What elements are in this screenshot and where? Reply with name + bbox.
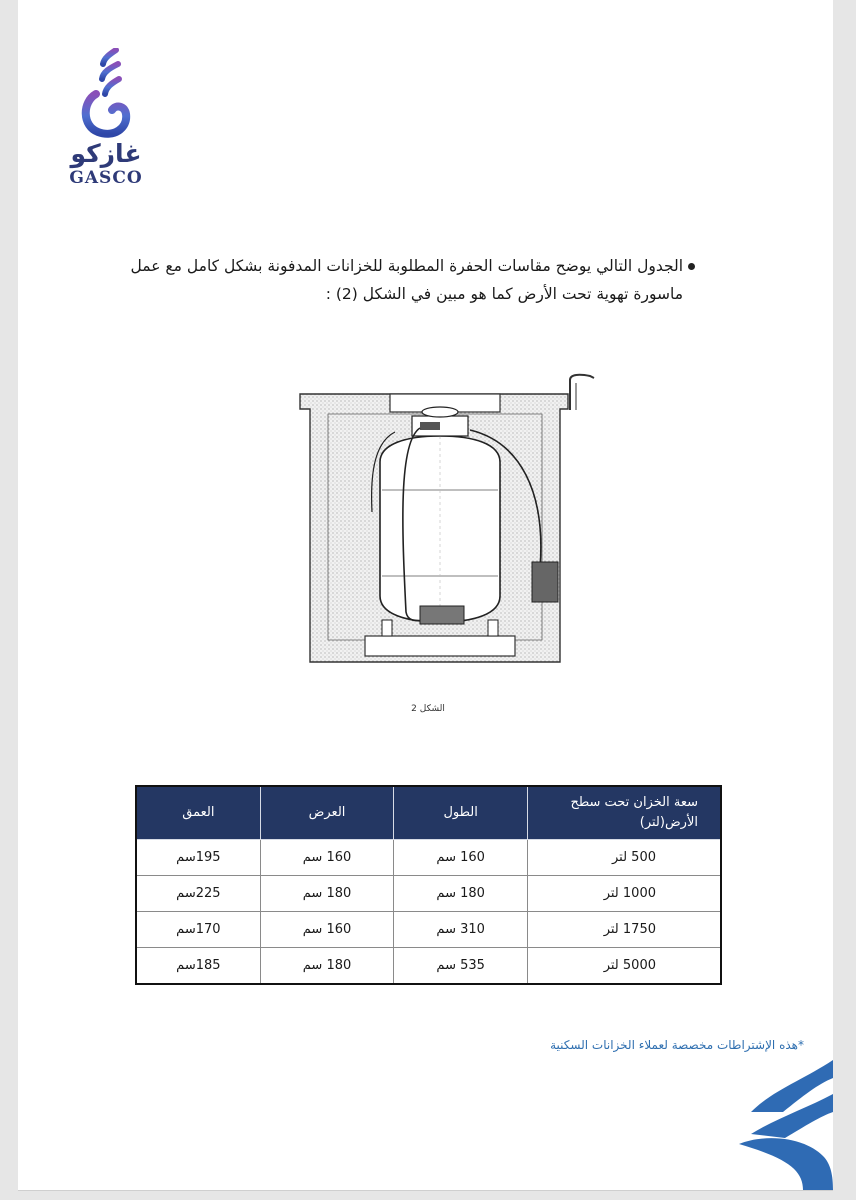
cell-depth: 185سم	[136, 948, 260, 985]
cell-width: 160 سم	[260, 912, 394, 948]
logo-arabic-name: غازكو	[70, 139, 142, 168]
cell-capacity: 1000 لتر	[528, 876, 722, 912]
intro-paragraph: الجدول التالي يوضح مقاسات الحفرة المطلوبة للخزانات المدفونة بشكل كامل مع عمل ماسورة تهوية تحت الأرض كما هو مبين في الشكل (2) :	[130, 257, 683, 303]
document-page	[18, 0, 833, 1191]
table-header-row	[136, 786, 721, 840]
footnote: *هذه الإشتراطات مخصصة لعملاء الخزانات السكنية	[550, 1038, 804, 1052]
cell-capacity: 500 لتر	[528, 840, 722, 876]
cell-length: 160 سم	[394, 840, 528, 876]
cell-depth: 195سم	[136, 840, 260, 876]
cell-capacity: 1750 لتر	[528, 912, 722, 948]
gasco-logo	[56, 48, 156, 198]
header-width: العرض	[260, 786, 394, 840]
header-capacity: سعة الخزان تحت سطح الأرض(لتر)	[528, 786, 722, 840]
buried-tank-diagram	[280, 372, 610, 682]
table-row	[136, 840, 721, 876]
brand-decoration-icon	[733, 1060, 833, 1190]
table-row	[136, 912, 721, 948]
header-depth: العمق	[136, 786, 260, 840]
cell-length: 180 سم	[394, 876, 528, 912]
gasco-flame-icon	[76, 48, 136, 140]
cell-width: 180 سم	[260, 948, 394, 985]
cell-width: 160 سم	[260, 840, 394, 876]
table-row	[136, 876, 721, 912]
cell-length: 310 سم	[394, 912, 528, 948]
cell-depth: 170سم	[136, 912, 260, 948]
logo-english-name: GASCO	[69, 168, 143, 188]
figure-caption: الشكل 2	[411, 704, 445, 714]
pit-dimensions-table	[135, 785, 722, 985]
bullet-icon	[688, 263, 695, 270]
header-length: الطول	[394, 786, 528, 840]
table-row	[136, 948, 721, 985]
cell-depth: 225سم	[136, 876, 260, 912]
cell-width: 180 سم	[260, 876, 394, 912]
cell-capacity: 5000 لتر	[528, 948, 722, 985]
cell-length: 535 سم	[394, 948, 528, 985]
